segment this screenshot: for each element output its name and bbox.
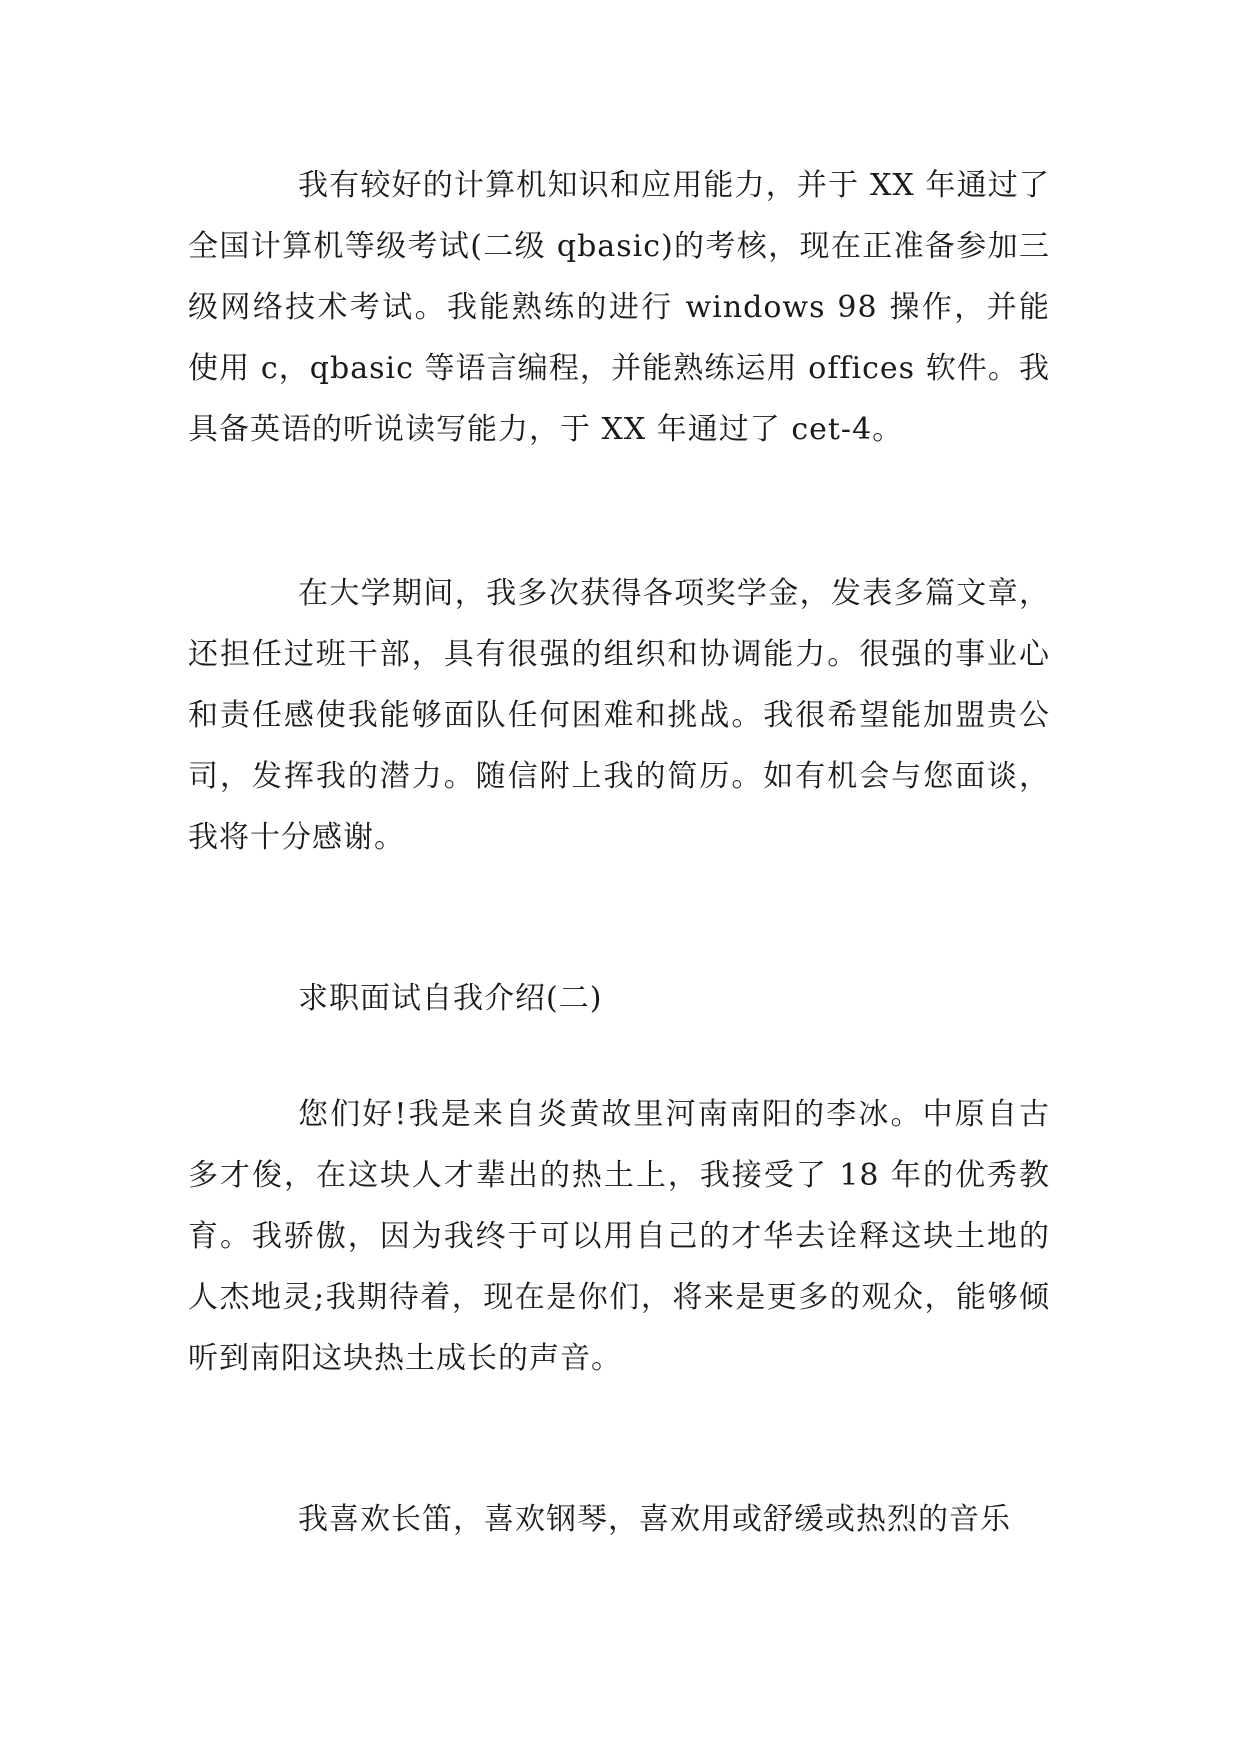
paragraph-self-introduction: 您们好!我是来自炎黄故里河南南阳的李冰。中原自古多才俊，在这块人才辈出的热土上，我接受了 18 年的优秀教育。我骄傲，因为我终于可以用自己的才华去诠释这块土地的人杰地灵;我期待着，现在是你们，将来是更多的观众，能够倾听到南阳这块热土成长的声音。 bbox=[188, 1097, 1050, 1376]
section-heading: 求职面试自我介绍(二) bbox=[298, 981, 603, 1016]
paragraph-university-experience: 在大学期间，我多次获得各项奖学金，发表多篇文章，还担任过班干部，具有很强的组织和协调能力。很强的事业心和责任感使我能够面队任何困难和挑战。我很希望能加盟贵公司，发挥我的潜力。随信附上我的简历。如有机会与您面谈，我将十分感谢。 bbox=[188, 576, 1050, 855]
paragraph-computer-skills: 我有较好的计算机知识和应用能力，并于 XX 年通过了全国计算机等级考试(二级 qbasic)的考核，现在正准备参加三级网络技术考试。我能熟练的进行 windows 98 操作，并能使用 c，qbasic 等语言编程，并能熟练运用 offices 软件。我具备英语的听说读写能力，于 XX 年通过了 cet-4。 bbox=[188, 168, 1050, 447]
paragraph-hobbies: 我喜欢长笛，喜欢钢琴，喜欢用或舒缓或热烈的音乐 bbox=[298, 1502, 1011, 1537]
